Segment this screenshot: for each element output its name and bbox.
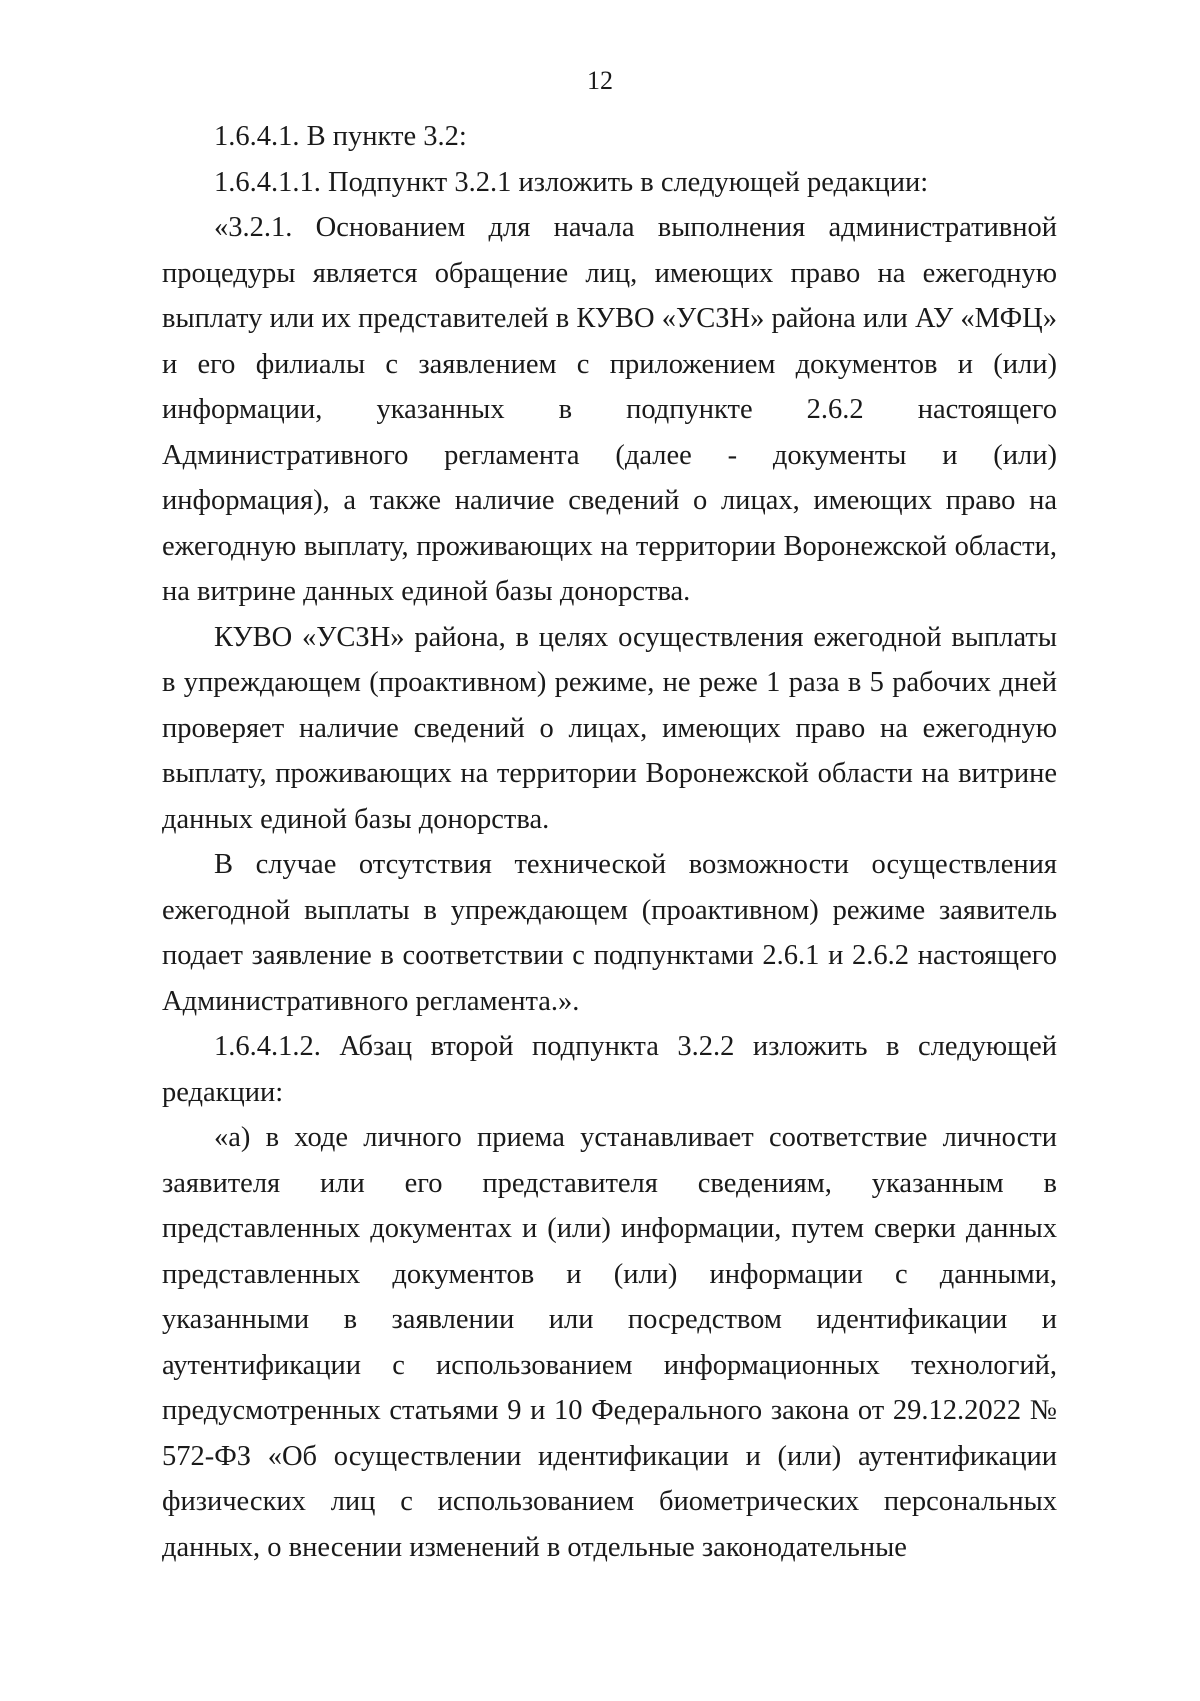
paragraph-1-6-4-1-2: 1.6.4.1.2. Абзац второй подпункта 3.2.2 изложить в следующей редакции:	[162, 1031, 1057, 1108]
paragraph-kuvo-uszn: КУВО «УСЗН» района, в целях осуществления ежегодной выплаты в упреждающем (проактивном) режиме, не реже 1 раза в 5 рабочих дней проверяет наличие сведений о лицах, имеющих право на ежегодную выплату, проживающих на территории Воронежской области на витрине данных единой базы донорства.	[162, 621, 1057, 835]
document-body	[162, 114, 1057, 1570]
paragraph-no-technical-possibility: В случае отсутствия технической возможности осуществления ежегодной выплаты в упреждающем (проактивном) режиме заявитель подает заявление в соответствии с подпунктами 2.6.1 и 2.6.2 настоящего Административного регламента.».	[162, 849, 1057, 1017]
paragraph-quote-a: «а) в ходе личного приема устанавливает соответствие личности заявителя или его представителя сведениям, указанным в представленных документах и (или) информации, путем сверки данных представленных документов и (или) информации с данными, указанными в заявлении или посредством идентификации и аутентификации с использованием информационных технологий, предусмотренных статьями 9 и 10 Федерального закона от 29.12.2022 № 572-ФЗ «Об осуществлении идентификации и (или) аутентификации физических лиц с использованием биометрических персональных данных, о внесении изменений в отдельные законодательные	[162, 1122, 1057, 1563]
paragraph-1-6-4-1-1: 1.6.4.1.1. Подпункт 3.2.1 изложить в следующей редакции:	[214, 166, 929, 198]
page-number: 12	[587, 66, 613, 95]
paragraph-quote-3-2-1: «3.2.1. Основанием для начала выполнения административной процедуры является обращение лиц, имеющих право на ежегодную выплату или их представителей в КУВО «УСЗН» района или АУ «МФЦ» и его филиалы с заявлением с приложением документов и (или) информации, указанных в подпункте 2.6.2 настоящего Административного регламента (далее - документы и (или) информация), а также наличие сведений о лицах, имеющих право на ежегодную выплату, проживающих на территории Воронежской области, на витрине данных единой базы донорства.	[162, 212, 1057, 607]
paragraph-1-6-4-1: 1.6.4.1. В пункте 3.2:	[214, 121, 467, 152]
